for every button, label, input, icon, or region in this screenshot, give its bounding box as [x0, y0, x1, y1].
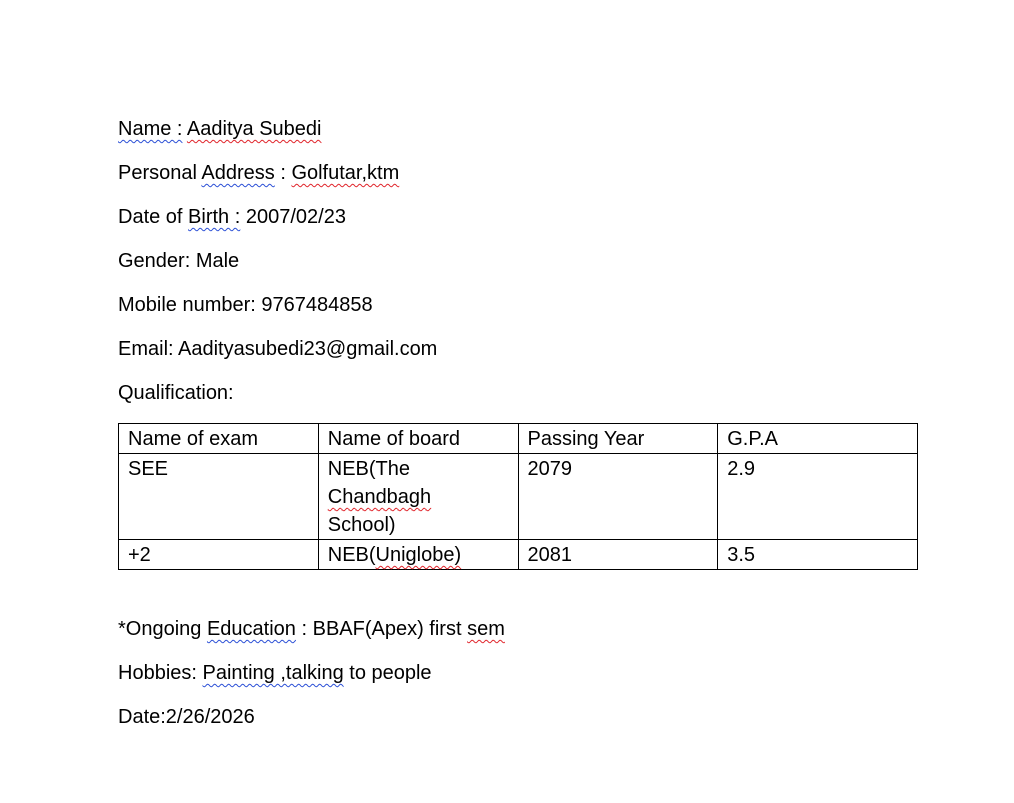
ongoing-sem: sem [467, 618, 505, 640]
header-gpa: G.P.A [718, 424, 918, 454]
board-squiggle: Uniglobe) [375, 544, 462, 566]
document-body [118, 114, 918, 746]
table-row [119, 454, 918, 540]
address-line [118, 158, 918, 202]
board-line: NEB(The [327, 458, 410, 480]
cell-year: 2079 [518, 454, 718, 540]
name-line [118, 114, 918, 158]
board-line [328, 483, 509, 511]
date-line: Date:2/26/2026 [118, 706, 255, 728]
address-label: Address [201, 162, 275, 184]
dob-value: 2007/02/23 [240, 206, 346, 228]
address-value: Golfutar,ktm [291, 162, 400, 184]
header-year: Passing Year [518, 424, 718, 454]
qualification-heading: Qualification: [118, 382, 234, 404]
header-board: Name of board [318, 424, 518, 454]
dob-line [118, 202, 918, 246]
cell-board [318, 540, 518, 570]
name-value: Aaditya Subedi [186, 118, 322, 140]
hobbies-value: to people [343, 662, 432, 684]
email-line: Email: Aadityasubedi23@gmail.com [118, 338, 438, 360]
cell-gpa: 2.9 [718, 454, 918, 540]
mobile-line: Mobile number: 9767484858 [118, 294, 373, 316]
cell-exam: SEE [119, 454, 319, 540]
address-separator: : [274, 162, 292, 184]
board-line-squiggle: Chandbagh [327, 486, 432, 508]
qualification-table [118, 423, 918, 570]
cell-board [318, 454, 518, 540]
cell-year: 2081 [518, 540, 718, 570]
hobbies-value-squiggle: Painting ,talking [202, 662, 344, 684]
board-prefix: NEB( [327, 544, 376, 566]
board-line: School) [327, 514, 396, 536]
cell-gpa: 3.5 [718, 540, 918, 570]
dob-label-part: Date of [118, 206, 189, 228]
ongoing-value: : BBAF(Apex) first [295, 618, 468, 640]
cell-exam: +2 [119, 540, 319, 570]
ongoing-prefix: *Ongoing [118, 618, 207, 640]
name-label: Name : [118, 118, 183, 140]
header-exam: Name of exam [119, 424, 319, 454]
table-row [119, 540, 918, 570]
hobbies-line [118, 658, 918, 702]
ongoing-education-line [118, 614, 918, 658]
address-label-part: Personal [118, 162, 202, 184]
hobbies-label: Hobbies: [118, 662, 203, 684]
dob-label: Birth : [188, 206, 241, 228]
gender-line: Gender: Male [118, 250, 240, 272]
ongoing-label: Education [206, 618, 296, 640]
table-header-row [119, 424, 918, 454]
